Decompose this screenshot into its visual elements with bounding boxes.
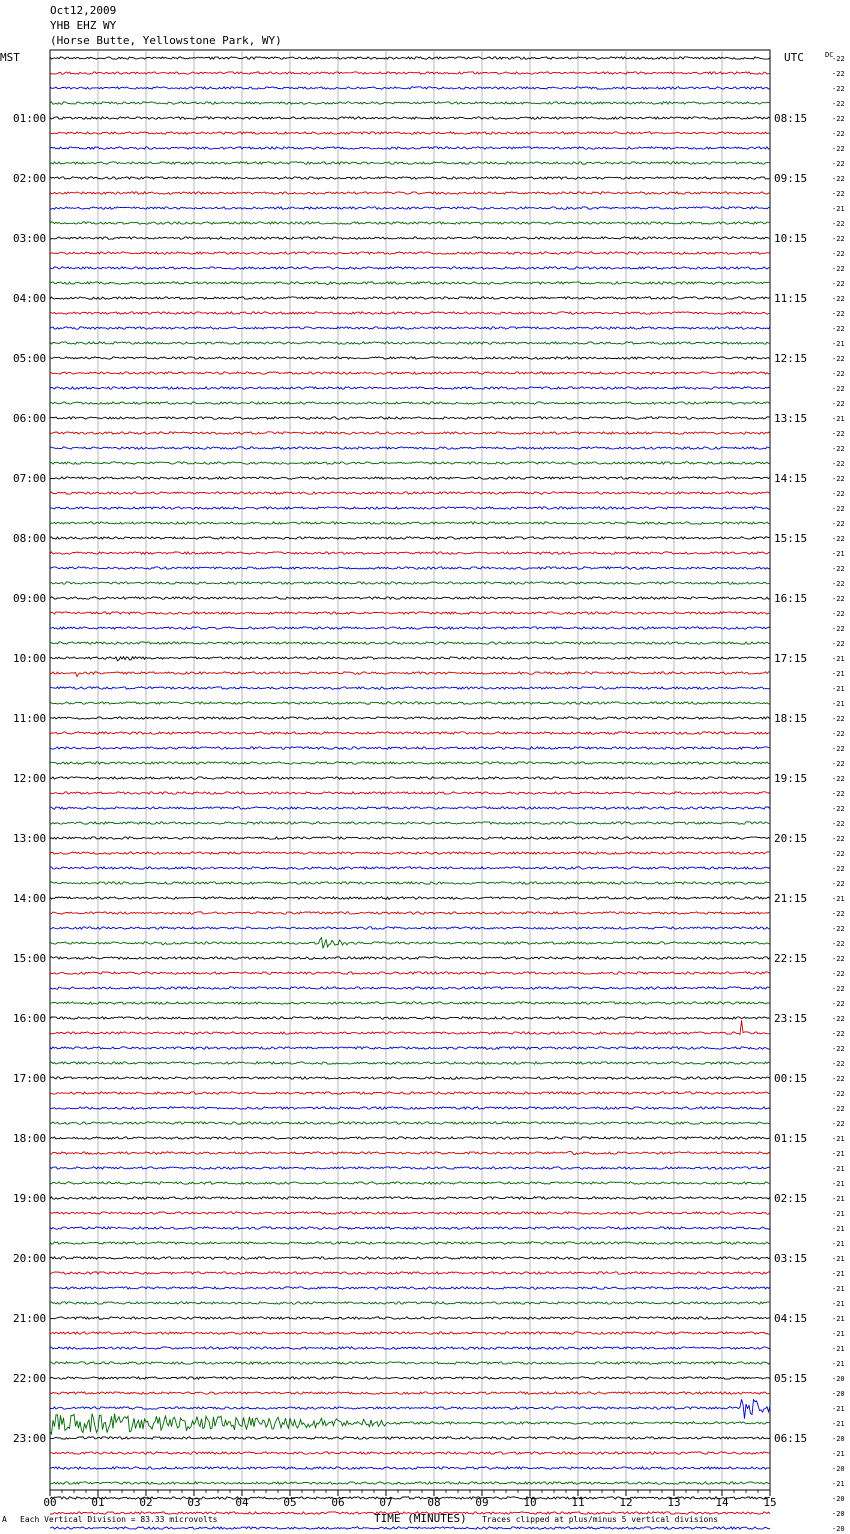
mst-hour-label: 04:00 [13, 292, 47, 305]
trace-line [50, 117, 770, 119]
dc-offset-label: -22 [832, 850, 845, 858]
utc-hour-label: 22:15 [774, 952, 808, 965]
mst-hour-label: 22:00 [13, 1372, 47, 1385]
mst-hour-label: 13:00 [13, 832, 47, 845]
utc-hour-label: 00:15 [774, 1072, 808, 1085]
left-axis-label: MST [0, 51, 20, 64]
trace-line [50, 717, 770, 719]
x-tick-label: 09 [475, 1496, 489, 1509]
dc-offset-label: -21 [832, 1405, 845, 1413]
x-tick-label: 02 [139, 1496, 153, 1509]
trace-line [50, 477, 770, 479]
dc-offset-label: -21 [832, 415, 845, 423]
x-tick-label: 07 [379, 1496, 393, 1509]
dc-offset-label: -20 [832, 1390, 845, 1398]
dc-offset-label: -22 [832, 100, 845, 108]
x-tick-label: 03 [187, 1496, 201, 1509]
trace-line [50, 777, 770, 779]
mst-hour-label: 07:00 [13, 472, 47, 485]
trace-line [50, 1399, 770, 1418]
dc-offset-label: -22 [832, 1060, 845, 1068]
dc-offset-label: -22 [832, 610, 845, 618]
utc-hour-label: 06:15 [774, 1432, 808, 1445]
trace-line [50, 1467, 770, 1469]
trace-line [50, 147, 770, 149]
dc-offset-label: -21 [832, 895, 845, 903]
clip-note: Traces clipped at plus/minus 5 vertical divisions [482, 1515, 719, 1524]
trace-line [50, 897, 770, 900]
station-code: YHB EHZ WY [50, 19, 117, 32]
trace-line [50, 1017, 770, 1019]
trace-line [50, 792, 770, 794]
utc-hour-label: 04:15 [774, 1312, 808, 1325]
dc-offset-label: -22 [832, 280, 845, 288]
dc-offset-label: -20 [832, 1435, 845, 1443]
trace-line [50, 1452, 770, 1454]
dc-offset-label: -21 [832, 1270, 845, 1278]
dc-offset-label: -21 [832, 1360, 845, 1368]
dc-offset-label: -22 [832, 580, 845, 588]
trace-line [50, 1122, 770, 1124]
dc-offset-label: -21 [832, 1165, 845, 1173]
dc-offset-label: -21 [832, 1450, 845, 1458]
x-tick-label: 00 [43, 1496, 57, 1509]
trace-line [50, 1197, 770, 1199]
dc-offset-label: -22 [832, 1105, 845, 1113]
dc-offset-label: -22 [832, 220, 845, 228]
dc-offset-label: -22 [832, 1030, 845, 1038]
trace-line [50, 327, 770, 329]
dc-offset-label: -22 [832, 85, 845, 93]
trace-line [50, 1242, 770, 1244]
dc-offset-label: -21 [832, 1255, 845, 1263]
trace-line [50, 537, 770, 539]
mst-hour-label: 18:00 [13, 1132, 47, 1145]
dc-offset-label: -21 [832, 670, 845, 678]
dc-offset-label: -22 [832, 265, 845, 273]
trace-line [50, 192, 770, 194]
dc-offset-label: -21 [832, 550, 845, 558]
trace-line [50, 1317, 770, 1319]
dc-offset-label: -22 [832, 1120, 845, 1128]
dc-offset-label: -21 [832, 1210, 845, 1218]
dc-offset-label: -22 [832, 775, 845, 783]
trace-line [50, 1527, 770, 1529]
trace-line [50, 177, 770, 179]
trace-line [50, 1137, 770, 1139]
utc-hour-label: 02:15 [774, 1192, 808, 1205]
utc-hour-label: 20:15 [774, 832, 808, 845]
dc-offset-label: -22 [832, 625, 845, 633]
dc-offset-label: -21 [832, 340, 845, 348]
trace-line [50, 57, 770, 59]
dc-offset-label: -22 [832, 1045, 845, 1053]
trace-line [50, 1272, 770, 1274]
trace-line [50, 402, 770, 404]
dc-offset-label: -22 [832, 1000, 845, 1008]
trace-line [50, 447, 770, 449]
trace-line [50, 1227, 770, 1229]
trace-line [50, 552, 770, 554]
trace-line [50, 102, 770, 104]
dc-offset-label: -22 [832, 145, 845, 153]
trace-line [50, 1302, 770, 1304]
mst-hour-label: 14:00 [13, 892, 47, 905]
dc-offset-label: -22 [832, 715, 845, 723]
trace-line [50, 162, 770, 164]
dc-offset-label: -22 [832, 1075, 845, 1083]
trace-line [50, 1047, 770, 1049]
trace-line [50, 1497, 770, 1499]
utc-hour-label: 09:15 [774, 172, 808, 185]
dc-offset-label: -22 [832, 520, 845, 528]
trace-line [50, 972, 770, 974]
dc-offset-label: -21 [832, 685, 845, 693]
dc-offset-label: -22 [832, 505, 845, 513]
trace-line [50, 282, 770, 285]
mst-hour-label: 11:00 [13, 712, 47, 725]
dc-offset-label: -21 [832, 1300, 845, 1308]
dc-offset-label: -22 [832, 880, 845, 888]
trace-line [50, 492, 770, 494]
trace-line [50, 1257, 770, 1259]
x-tick-label: 12 [619, 1496, 633, 1509]
dc-offset-label: -22 [832, 370, 845, 378]
dc-offset-label: -22 [832, 400, 845, 408]
trace-line [50, 957, 770, 959]
dc-offset-label: -22 [832, 70, 845, 78]
trace-line [50, 222, 770, 224]
trace-line [50, 1437, 770, 1439]
plot-frame [50, 50, 770, 1490]
trace-line [50, 1020, 770, 1034]
trace-line [50, 72, 770, 74]
dc-offset-label: -22 [832, 640, 845, 648]
trace-line [50, 1332, 770, 1334]
dc-offset-label: -22 [832, 925, 845, 933]
utc-hour-label: 15:15 [774, 532, 808, 545]
dc-offset-label: -21 [832, 1480, 845, 1488]
dc-offset-label: -21 [832, 1345, 845, 1353]
x-tick-label: 11 [571, 1496, 585, 1509]
x-tick-label: 06 [331, 1496, 345, 1509]
dc-offset-label: -22 [832, 460, 845, 468]
trace-line [50, 612, 770, 614]
corner-mark: A [2, 1515, 7, 1524]
dc-offset-label: -22 [832, 235, 845, 243]
x-tick-label: 13 [667, 1496, 681, 1509]
x-tick-label: 04 [235, 1496, 249, 1509]
trace-line [50, 642, 770, 644]
dc-offset-label: -21 [832, 1135, 845, 1143]
dc-offset-label: -22 [832, 760, 845, 768]
mst-hour-label: 06:00 [13, 412, 47, 425]
utc-hour-label: 18:15 [774, 712, 808, 725]
utc-hour-label: 13:15 [774, 412, 808, 425]
trace-line [50, 882, 770, 884]
trace-line [50, 747, 770, 749]
trace-line [50, 1347, 770, 1349]
utc-hour-label: 19:15 [774, 772, 808, 785]
dc-offset-label: -22 [832, 190, 845, 198]
trace-line [50, 672, 770, 677]
dc-offset-label: -22 [832, 430, 845, 438]
dc-offset-label: -21 [832, 1180, 845, 1188]
dc-offset-label: -21 [832, 1195, 845, 1203]
dc-offset-label: -22 [832, 970, 845, 978]
mst-hour-label: 05:00 [13, 352, 47, 365]
trace-line [50, 1092, 770, 1094]
trace-line [50, 762, 770, 764]
right-axis-label: UTC [784, 51, 804, 64]
trace-line [50, 987, 770, 989]
mst-hour-label: 16:00 [13, 1012, 47, 1025]
dc-offset-label: -22 [832, 535, 845, 543]
utc-hour-label: 16:15 [774, 592, 808, 605]
trace-line [50, 1077, 770, 1079]
trace-line [50, 1482, 770, 1484]
trace-line [50, 1002, 770, 1004]
dc-offset-label: -20 [832, 1495, 845, 1503]
trace-line [50, 1392, 770, 1394]
dc-offset-label: -21 [832, 1330, 845, 1338]
trace-line [50, 1414, 770, 1434]
trace-line [50, 1151, 770, 1154]
x-tick-label: 01 [91, 1496, 105, 1509]
dc-offset-label: -22 [832, 865, 845, 873]
mst-hour-label: 23:00 [13, 1432, 47, 1445]
trace-line [50, 417, 770, 419]
dc-offset-label: -20 [832, 1465, 845, 1473]
trace-line [50, 87, 770, 89]
trace-line [50, 297, 770, 299]
dc-offset-label: -21 [832, 1225, 845, 1233]
dc-offset-label: -20 [832, 1510, 845, 1518]
dc-offset-label: -21 [832, 205, 845, 213]
dc-offset-label: -22 [832, 745, 845, 753]
trace-line [50, 582, 770, 584]
dc-offset-label: -20 [832, 1525, 845, 1533]
trace-line [50, 357, 770, 359]
dc-offset-label: -21 [832, 1240, 845, 1248]
dc-offset-label: -20 [832, 1375, 845, 1383]
vertical-scale-note: Each Vertical Division = 83.33 microvolts [20, 1515, 218, 1524]
trace-line [50, 627, 770, 629]
trace-line [50, 207, 770, 209]
dc-offset-label: -21 [832, 655, 845, 663]
trace-line [50, 1182, 770, 1184]
trace-line [50, 702, 770, 704]
dc-offset-label: -22 [832, 175, 845, 183]
dc-offset-label: -22 [832, 730, 845, 738]
trace-line [50, 342, 770, 344]
dc-offset-label: -22 [832, 475, 845, 483]
trace-line [50, 522, 770, 524]
dc-offset-label: -22 [832, 250, 845, 258]
utc-hour-label: 17:15 [774, 652, 808, 665]
dc-offset-label: -22 [832, 295, 845, 303]
dc-offset-label: -22 [832, 55, 845, 63]
utc-hour-label: 21:15 [774, 892, 808, 905]
dc-offset-label: -22 [832, 1015, 845, 1023]
trace-line [50, 1287, 770, 1289]
dc-offset-label: -22 [832, 790, 845, 798]
x-tick-label: 05 [283, 1496, 297, 1509]
dc-offset-label: -22 [832, 490, 845, 498]
dc-offset-label: -21 [832, 1420, 845, 1428]
x-tick-label: 08 [427, 1496, 441, 1509]
station-location: (Horse Butte, Yellowstone Park, WY) [50, 34, 282, 47]
mst-hour-label: 01:00 [13, 112, 47, 125]
dc-offset-label: -21 [832, 1315, 845, 1323]
dc-offset-label: -22 [832, 820, 845, 828]
utc-hour-label: 12:15 [774, 352, 808, 365]
mst-hour-label: 03:00 [13, 232, 47, 245]
trace-line [50, 938, 770, 949]
trace-line [50, 867, 770, 869]
trace-line [50, 237, 770, 239]
dc-offset-label: -22 [832, 385, 845, 393]
trace-line [50, 687, 770, 689]
trace-line [50, 1107, 770, 1109]
trace-line [50, 837, 770, 839]
utc-hour-label: 08:15 [774, 112, 808, 125]
mst-hour-label: 17:00 [13, 1072, 47, 1085]
trace-line [50, 507, 770, 509]
trace-line [50, 462, 770, 464]
utc-hour-label: 14:15 [774, 472, 808, 485]
dc-offset-label: -22 [832, 160, 845, 168]
dc-offset-label: -21 [832, 1150, 845, 1158]
mst-hour-label: 19:00 [13, 1192, 47, 1205]
dc-offset-label: -22 [832, 565, 845, 573]
utc-hour-label: 23:15 [774, 1012, 808, 1025]
trace-line [50, 312, 770, 314]
trace-line [50, 1212, 770, 1214]
dc-offset-label: -21 [832, 1285, 845, 1293]
dc-label: DC [825, 51, 834, 59]
mst-hour-label: 12:00 [13, 772, 47, 785]
dc-offset-label: -22 [832, 445, 845, 453]
trace-line [50, 1062, 770, 1064]
dc-offset-label: -22 [832, 835, 845, 843]
trace-line [50, 807, 770, 809]
trace-line [50, 267, 770, 269]
mst-hour-label: 20:00 [13, 1252, 47, 1265]
trace-line [50, 387, 770, 389]
trace-line [50, 852, 770, 854]
mst-hour-label: 21:00 [13, 1312, 47, 1325]
trace-line [50, 657, 770, 661]
mst-hour-label: 02:00 [13, 172, 47, 185]
dc-offset-label: -22 [832, 910, 845, 918]
mst-hour-label: 09:00 [13, 592, 47, 605]
x-tick-label: 15 [763, 1496, 777, 1509]
dc-offset-label: -22 [832, 1090, 845, 1098]
dc-offset-label: -22 [832, 130, 845, 138]
dc-offset-label: -22 [832, 940, 845, 948]
mst-hour-label: 08:00 [13, 532, 47, 545]
trace-line [50, 732, 770, 734]
trace-line [50, 132, 770, 134]
dc-offset-label: -22 [832, 310, 845, 318]
trace-line [50, 927, 770, 929]
trace-line [50, 1377, 770, 1379]
trace-line [50, 372, 770, 374]
chart-date: Oct12,2009 [50, 4, 117, 17]
trace-line [50, 597, 770, 599]
utc-hour-label: 11:15 [774, 292, 808, 305]
dc-offset-label: -22 [832, 115, 845, 123]
trace-line [50, 432, 770, 434]
trace-line [50, 912, 770, 914]
trace-line [50, 1362, 770, 1364]
dc-offset-label: -22 [832, 955, 845, 963]
utc-hour-label: 03:15 [774, 1252, 808, 1265]
trace-line [50, 822, 770, 824]
utc-hour-label: 10:15 [774, 232, 808, 245]
dc-offset-label: -22 [832, 985, 845, 993]
x-axis-title: TIME (MINUTES) [374, 1512, 467, 1525]
dc-offset-label: -22 [832, 325, 845, 333]
dc-offset-label: -22 [832, 595, 845, 603]
dc-offset-label: -22 [832, 805, 845, 813]
dc-offset-label: -22 [832, 355, 845, 363]
dc-offset-label: -21 [832, 700, 845, 708]
utc-hour-label: 05:15 [774, 1372, 808, 1385]
utc-hour-label: 01:15 [774, 1132, 808, 1145]
x-tick-label: 10 [523, 1496, 537, 1509]
trace-line [50, 567, 770, 569]
mst-hour-label: 10:00 [13, 652, 47, 665]
trace-line [50, 252, 770, 254]
trace-line [50, 1167, 770, 1169]
mst-hour-label: 15:00 [13, 952, 47, 965]
x-tick-label: 14 [715, 1496, 729, 1509]
